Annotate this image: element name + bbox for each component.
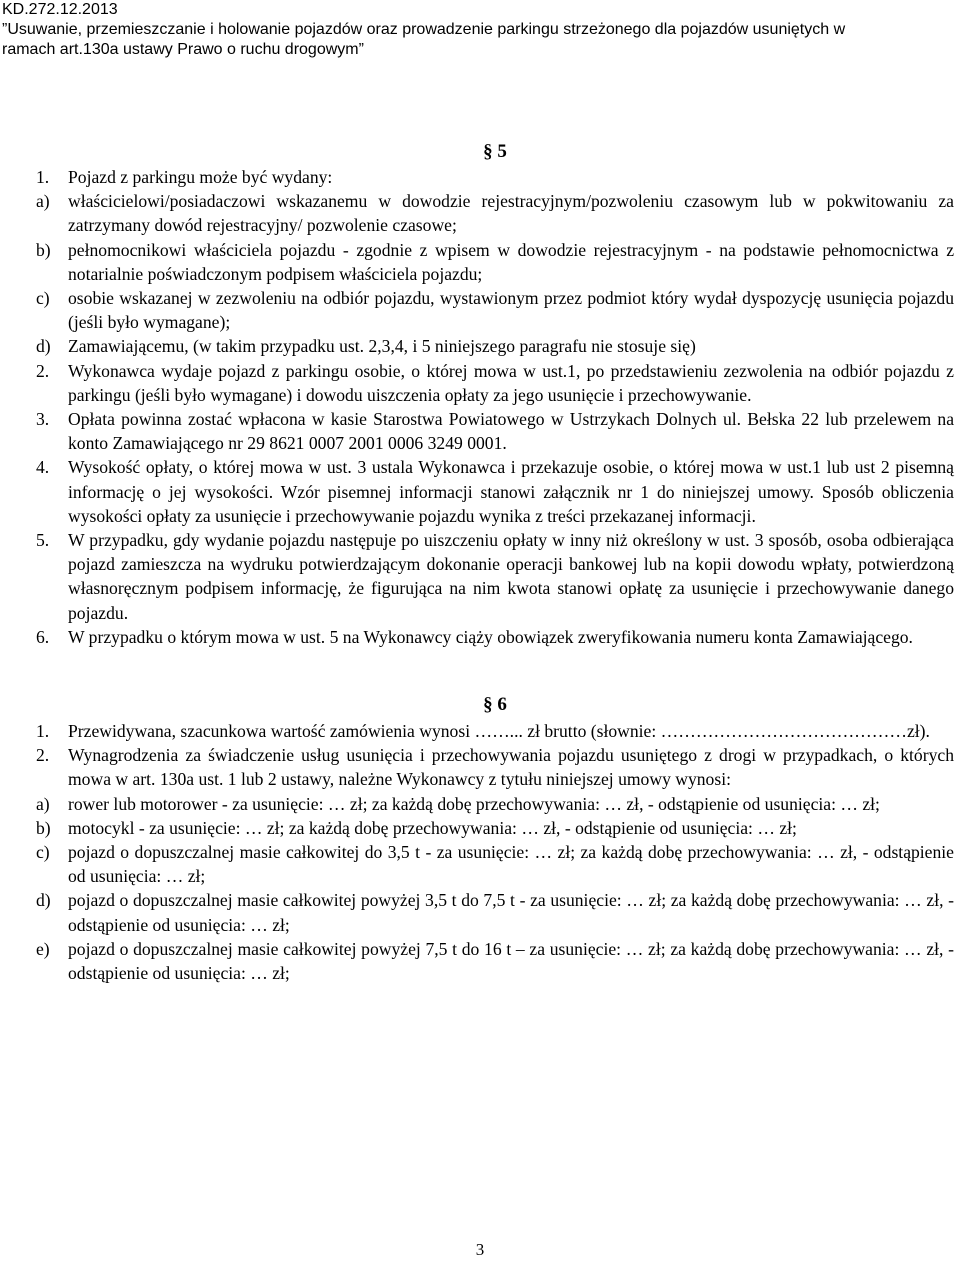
section-5-item	[36, 286, 954, 334]
document-title-line-2: ramach art.130a ustawy Prawo o ruchu drogowym”	[2, 41, 364, 58]
section-5-item	[36, 625, 954, 649]
item-label: 2.	[36, 360, 50, 381]
item-text: Pojazd z parkingu może być wydany:	[68, 167, 333, 187]
item-label: 5.	[36, 530, 50, 551]
item-text: W przypadku, gdy wydanie pojazdu następuje po uiszczeniu opłaty w inny niż określony w ust. 3 sposób, osoba odbierająca pojazd zamieszcza na wydruku potwierdzającym dokonanie operacji bankowej lub na kopii dowodu wpłaty, potwierdzoną własnoręcznym podpisem informację, że figurująca na nim kwota stanowi opłatę za usunięcie i przechowywanie danego pojazdu.	[68, 530, 954, 623]
section-5-item	[36, 455, 954, 528]
item-label: 2.	[36, 745, 50, 766]
item-text: Opłata powinna zostać wpłacona w kasie Starostwa Powiatowego w Ustrzykach Dolnych ul. Bełska 22 lub przelewem na konto Zamawiającego nr 29 8621 0007 2001 0006 3249 0001.	[68, 409, 954, 454]
item-label: c)	[36, 842, 50, 863]
section-6-item	[36, 840, 954, 888]
document-reference: KD.272.12.2013	[2, 1, 118, 18]
item-label: b)	[36, 817, 51, 838]
page-number: 3	[475, 1240, 485, 1259]
item-text: Wynagrodzenia za świadczenie usług usunięcia i przechowywania pojazdu usuniętego z drogi w przypadkach, o których mowa w art. 130a ust. 1 lub 2 ustawy, należne Wykonawcy z tytułu niniejszej umowy wynosi:	[68, 745, 954, 790]
section-6-item	[36, 743, 954, 791]
section-6-item	[36, 816, 954, 840]
section-5-item	[36, 407, 954, 455]
item-text: pojazd o dopuszczalnej masie całkowitej powyżej 7,5 t do 16 t – za usunięcie: … zł; za każdą dobę przechowywania: … zł, - odstąpienie od usunięcia: … zł;	[68, 938, 954, 984]
item-text: rower lub motorower - za usunięcie: … zł; za każdą dobę przechowywania: … zł, - odstąpienie od usunięcia: … zł;	[68, 793, 880, 814]
document-header	[2, 0, 942, 60]
document-body	[36, 140, 954, 985]
item-text: Wykonawca wydaje pojazd z parkingu osobie, o której mowa w ust.1, po przedstawieniu zezwolenia na odbiór pojazdu z parkingu (jeśli było wymagane) i dowodu uiszczenia opłaty za jego usunięcie i przechowywanie.	[68, 360, 954, 405]
section-6-item	[36, 792, 954, 816]
item-text: pojazd o dopuszczalnej masie całkowitej do 3,5 t - za usunięcie: … zł; za każdą dobę przechowywania: … zł, - odstąpienie od usunięcia: … zł;	[68, 842, 954, 887]
item-label: 6.	[36, 626, 50, 647]
item-text: motocykl - za usunięcie: … zł; za każdą dobę przechowywania: … zł, - odstąpienie od usunięcia: … zł;	[68, 817, 797, 838]
section-6-item	[36, 888, 954, 936]
item-text: osobie wskazanej w zezwoleniu na odbiór pojazdu, wystawionym przez podmiot który wydał dyspozycję usunięcia pojazdu (jeśli było wymagane);	[68, 288, 954, 333]
item-text: Wysokość opłaty, o której mowa w ust. 3 ustala Wykonawca i przekazuje osobie, o której mowa w ust.1 lub ust 2 pisemną informację o jej wysokości. Wzór pisemnej informacji stanowi załącznik nr 1 do niniejszej umowy. Sposób obliczenia wysokości opłaty za usunięcie i przechowywanie pojazdu wynika z treści przekazanej informacji.	[68, 457, 954, 526]
section-5-item	[36, 528, 954, 625]
item-label: c)	[36, 288, 50, 309]
section-5-heading: § 5	[483, 141, 507, 162]
section-5-item	[36, 238, 954, 286]
section-6-item	[36, 719, 954, 743]
section-5-item	[36, 334, 954, 358]
document-title-line-1: ”Usuwanie, przemieszczanie i holowanie pojazdów oraz prowadzenie parkingu strzeżonego dla pojazdów usuniętych w	[2, 21, 846, 38]
section-5-item	[36, 165, 954, 189]
item-text: pojazd o dopuszczalnej masie całkowitej powyżej 3,5 t do 7,5 t - za usunięcie: … zł; za każdą dobę przechowywania: … zł, - odstąpienie od usunięcia: … zł;	[68, 890, 954, 935]
item-text: Zamawiającemu, (w takim przypadku ust. 2,3,4, i 5 niniejszego paragrafu nie stosuje się)	[68, 336, 696, 357]
item-label: 1.	[36, 721, 50, 742]
item-label: 3.	[36, 409, 50, 430]
section-5-item	[36, 189, 954, 237]
section-6-item	[36, 937, 954, 985]
section-6-heading: § 6	[483, 694, 507, 716]
item-label: e)	[36, 938, 50, 959]
item-text: W przypadku o którym mowa w ust. 5 na Wykonawcy ciąży obowiązek zweryfikowania numeru konta Zamawiającego.	[68, 626, 913, 647]
item-label: 4.	[36, 457, 50, 478]
item-text: właścicielowi/posiadaczowi wskazanemu w dowodzie rejestracyjnym/pozwoleniu czasowym lub w pokwitowaniu za zatrzymany dowód rejestracyjny/ pozwolenie czasowe;	[68, 191, 954, 236]
item-text: Przewidywana, szacunkowa wartość zamówienia wynosi ……... zł brutto (słownie: ……………………………………zł).	[68, 721, 930, 742]
item-text: pełnomocnikowi właściciela pojazdu - zgodnie z wpisem w dowodzie rejestracyjnym - na podstawie pełnomocnictwa z notarialnie poświadczonym podpisem właściciela pojazdu;	[68, 239, 954, 284]
item-label: 1.	[36, 167, 50, 187]
item-label: d)	[36, 336, 51, 357]
item-label: b)	[36, 239, 51, 260]
item-label: d)	[36, 890, 51, 911]
item-label: a)	[36, 793, 50, 814]
item-label: a)	[36, 191, 50, 212]
section-5-item	[36, 359, 954, 407]
